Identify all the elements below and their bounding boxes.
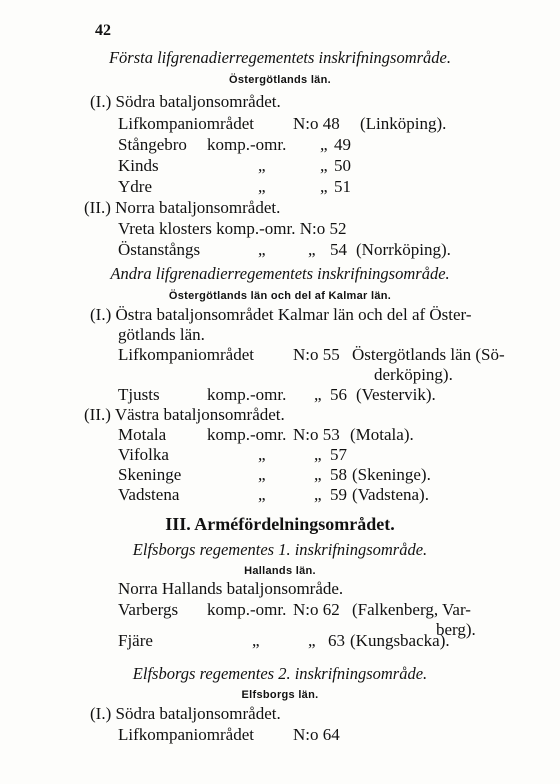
area-number: N:o 53 bbox=[293, 425, 340, 444]
ditto-mark: „ bbox=[314, 485, 322, 504]
area-number: 54 bbox=[330, 240, 347, 259]
area-number: N:o 64 bbox=[293, 725, 340, 744]
area-number: 63 bbox=[328, 631, 345, 650]
battalion-heading: (I.) Södra bataljonsområdet. bbox=[90, 704, 281, 723]
area-unit: komp.-omr. bbox=[207, 385, 287, 404]
area-name: Varbergs bbox=[118, 600, 179, 619]
area-name: Ydre bbox=[118, 177, 152, 196]
area-place: (Kungsbacka). bbox=[350, 631, 450, 650]
area-name: Vadstena bbox=[118, 485, 180, 504]
area-number: N:o 55 bbox=[293, 345, 340, 364]
ditto-mark: „ bbox=[258, 240, 266, 259]
battalion-heading: Norra Hallands bataljonsområde. bbox=[118, 579, 344, 598]
ditto-mark: „ bbox=[258, 156, 266, 175]
area-place-cont: berg). bbox=[436, 620, 476, 639]
section-title: Elfsborgs regementes 2. inskrifningsområde. bbox=[132, 664, 428, 683]
ditto-mark: „ bbox=[320, 135, 328, 154]
area-number: 49 bbox=[334, 135, 351, 154]
ditto-mark: „ bbox=[320, 177, 328, 196]
area-name: Motala bbox=[118, 425, 167, 444]
area-place: (Falkenberg, Var- bbox=[352, 600, 471, 619]
page-number: 42 bbox=[95, 22, 111, 39]
area-name: Lifkompaniområdet bbox=[118, 114, 254, 133]
area-place: (Norrköping). bbox=[356, 240, 451, 259]
area-number: 58 bbox=[330, 465, 347, 484]
ditto-mark: „ bbox=[252, 631, 260, 650]
area-unit: komp.-omr. bbox=[207, 600, 287, 619]
area-name: Fjäre bbox=[118, 631, 153, 650]
area-number: 51 bbox=[334, 177, 351, 196]
county-subtitle: Hallands län. bbox=[244, 565, 316, 577]
ditto-mark: „ bbox=[320, 156, 328, 175]
area-number: 59 bbox=[330, 485, 347, 504]
area-name: Stångebro bbox=[118, 135, 187, 154]
ditto-mark: „ bbox=[258, 485, 266, 504]
section-title: Elfsborgs regementes 1. inskrifningsområde. bbox=[132, 540, 428, 559]
area-unit: komp.-omr. bbox=[207, 425, 287, 444]
section-title: Andra lifgrenadierregementets inskrifningsområde. bbox=[110, 264, 450, 283]
area-place: (Skeninge). bbox=[352, 465, 431, 484]
battalion-heading: (II.) Norra bataljonsområdet. bbox=[84, 198, 281, 217]
area-number: 56 bbox=[330, 385, 347, 404]
ditto-mark: „ bbox=[314, 465, 322, 484]
area-name: Tjusts bbox=[118, 385, 160, 404]
ditto-mark: „ bbox=[314, 385, 322, 404]
area-name: Kinds bbox=[118, 156, 159, 175]
area-name: Lifkompaniområdet bbox=[118, 725, 254, 744]
area-line: Vreta klosters komp.-omr. N:o 52 bbox=[118, 219, 347, 238]
division-heading: III. Arméfördelningsområdet. bbox=[165, 514, 395, 534]
battalion-heading-cont: götlands län. bbox=[118, 325, 205, 344]
ditto-mark: „ bbox=[258, 177, 266, 196]
battalion-heading: (I.) Östra bataljonsområdet Kalmar län och del af Öster- bbox=[90, 305, 472, 324]
county-subtitle: Östergötlands län. bbox=[229, 74, 331, 86]
area-place: Östergötlands län (Sö- bbox=[352, 345, 505, 364]
county-subtitle: Östergötlands län och del af Kalmar län. bbox=[168, 290, 392, 302]
area-number: 50 bbox=[334, 156, 351, 175]
ditto-mark: „ bbox=[308, 631, 316, 650]
battalion-heading: (I.) Södra bataljonsområdet. bbox=[90, 92, 281, 111]
ditto-mark: „ bbox=[258, 465, 266, 484]
area-place: (Linköping). bbox=[360, 114, 447, 133]
ditto-mark: „ bbox=[258, 445, 266, 464]
area-number: 57 bbox=[330, 445, 347, 464]
area-name: Vifolka bbox=[118, 445, 169, 464]
area-place: (Vestervik). bbox=[356, 385, 436, 404]
ditto-mark: „ bbox=[314, 445, 322, 464]
area-number: N:o 62 bbox=[293, 600, 340, 619]
area-name: Lifkompaniområdet bbox=[118, 345, 254, 364]
battalion-heading: (II.) Västra bataljonsområdet. bbox=[84, 405, 285, 424]
county-subtitle: Elfsborgs län. bbox=[241, 689, 319, 701]
area-place: (Motala). bbox=[350, 425, 414, 444]
area-name: Östanstångs bbox=[118, 240, 201, 259]
area-place-cont: derköping). bbox=[374, 365, 453, 384]
area-place: (Vadstena). bbox=[352, 485, 429, 504]
section-title: Första lifgrenadierregementets inskrifningsområde. bbox=[108, 48, 452, 67]
area-name: Skeninge bbox=[118, 465, 182, 484]
area-unit: komp.-omr. bbox=[207, 135, 287, 154]
area-number: N:o 48 bbox=[293, 114, 340, 133]
ditto-mark: „ bbox=[308, 240, 316, 259]
